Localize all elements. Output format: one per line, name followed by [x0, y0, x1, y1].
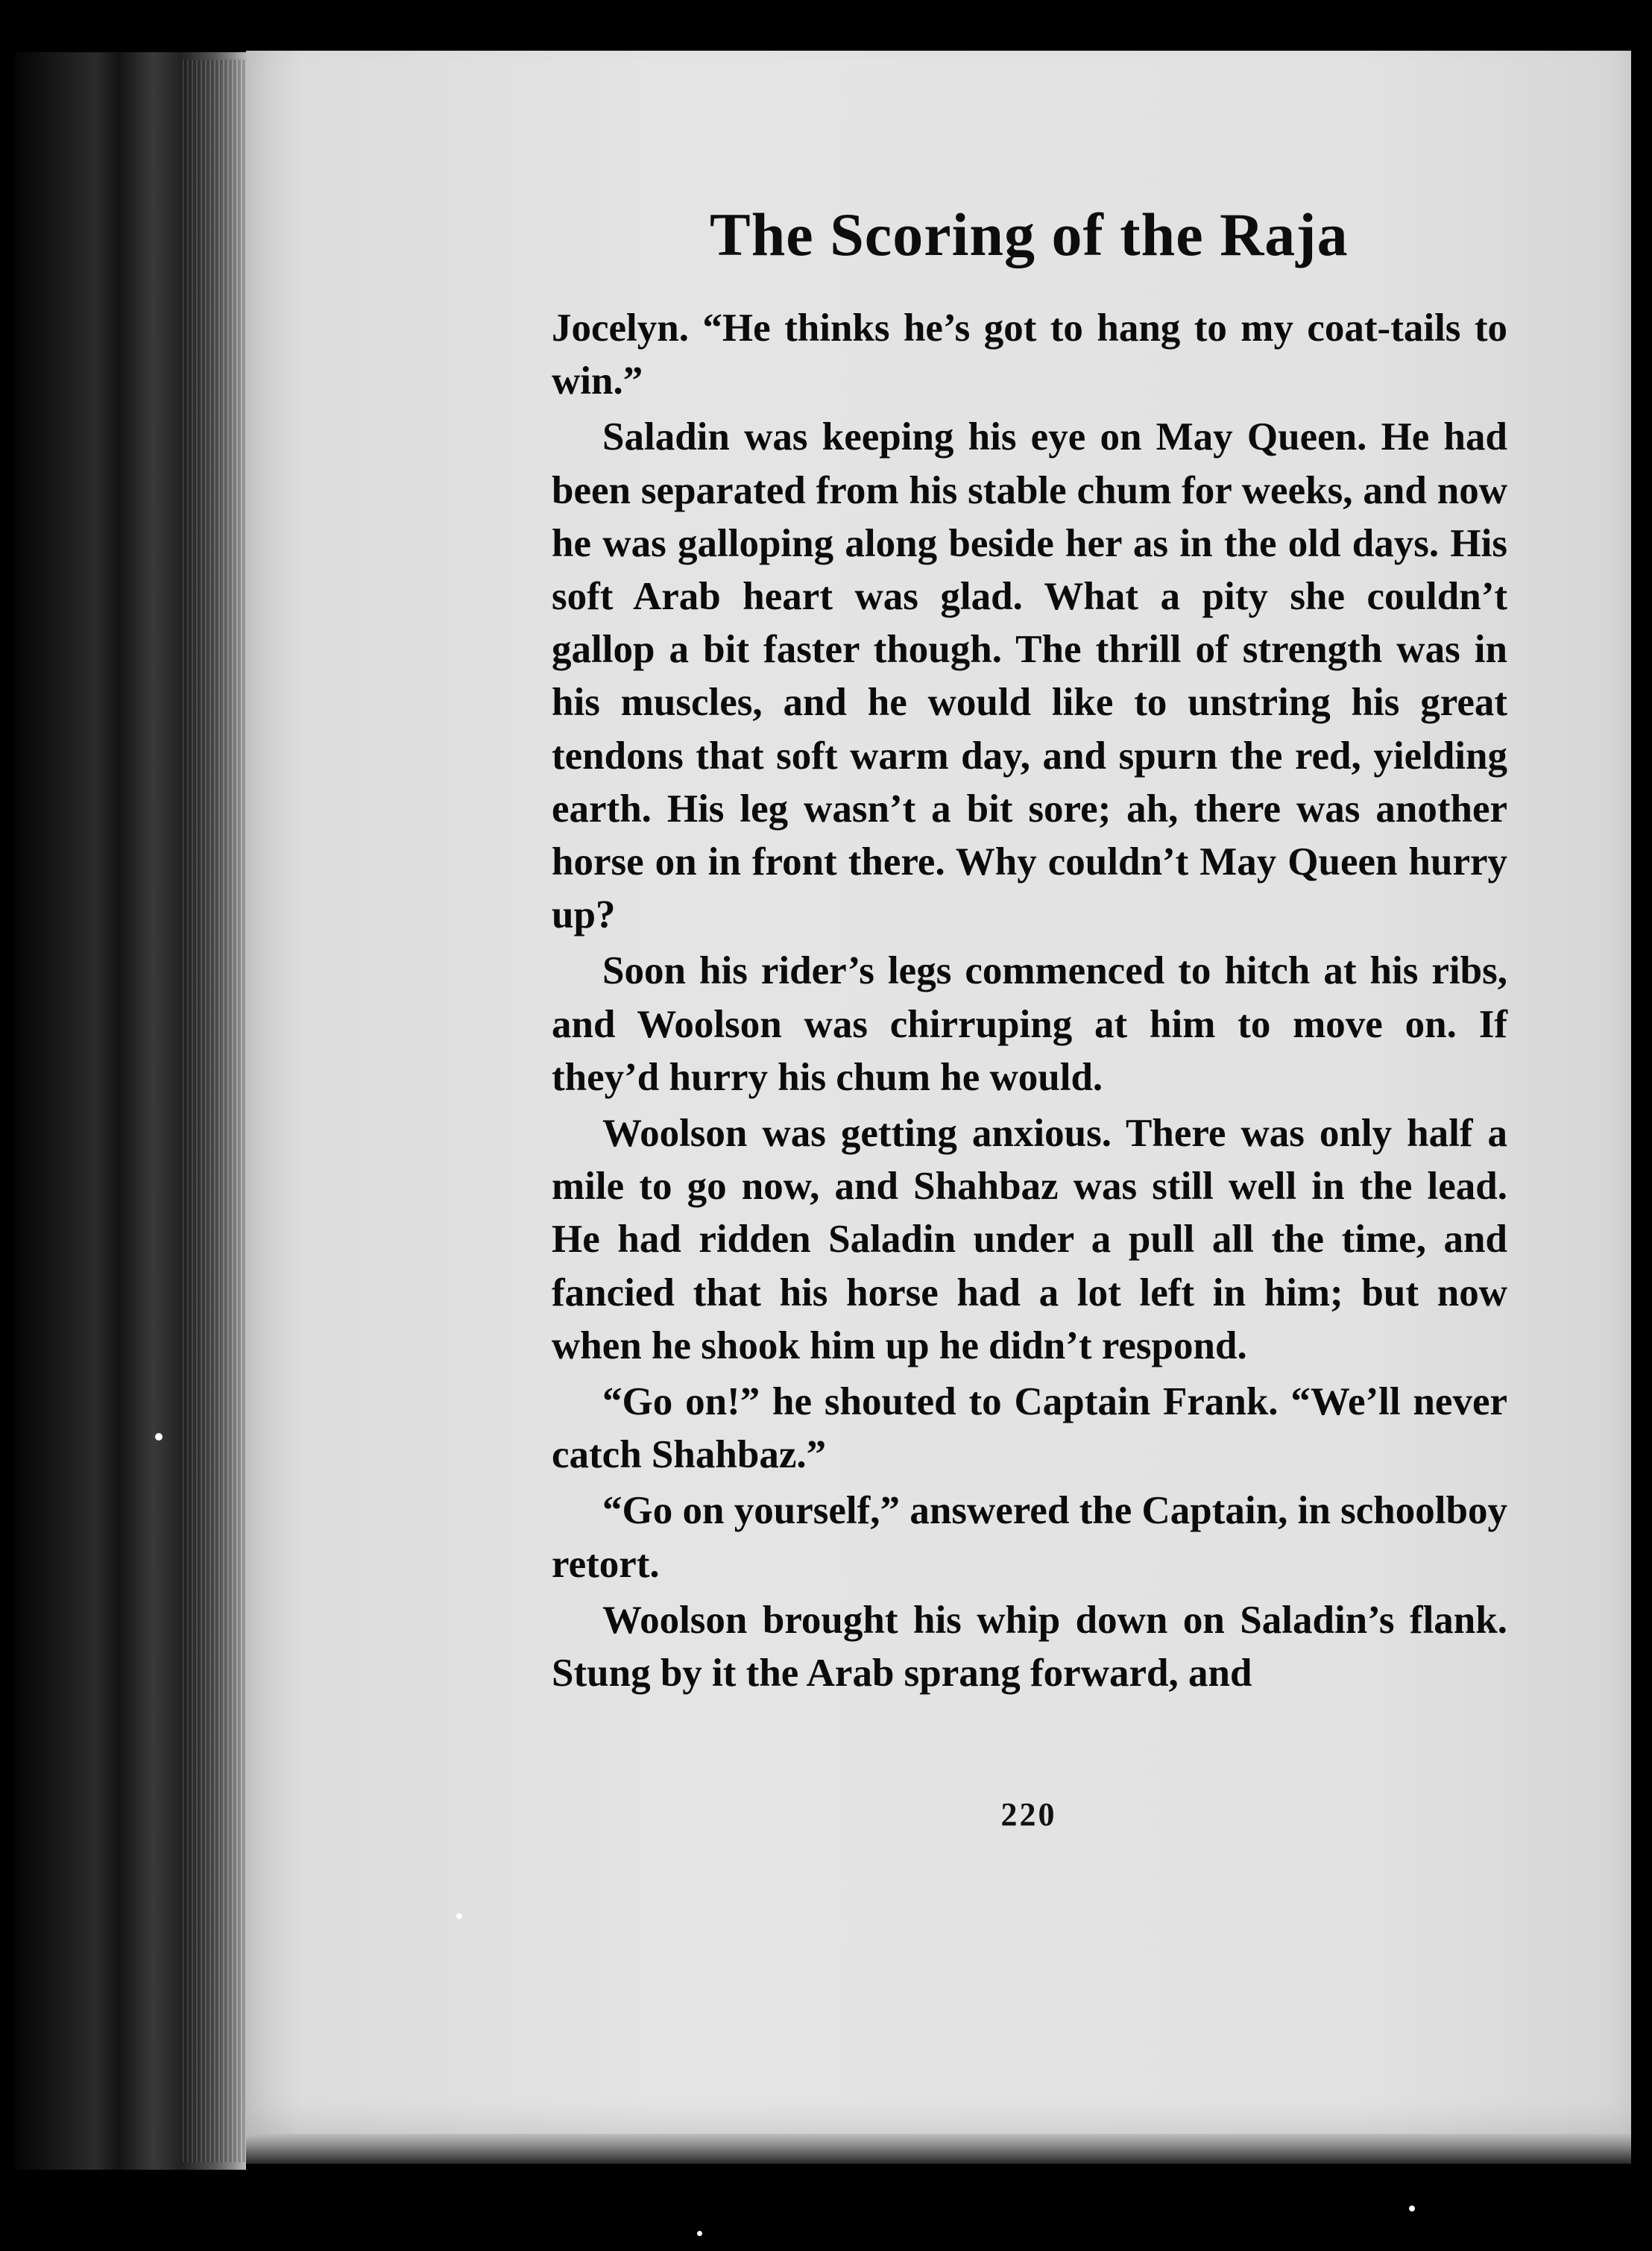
scan-speck	[697, 2231, 702, 2236]
scan-speck	[155, 1433, 163, 1441]
paragraph: “Go on!” he shouted to Captain Frank. “We’ll never catch Shahbaz.”	[552, 1380, 1507, 1477]
paragraph: Soon his rider’s legs commenced to hitch at his ribs, and Woolson was chirruping at him to move on. If they’d hurry his chum he would.	[552, 949, 1507, 1099]
paragraph: “Go on yourself,” answered the Captain, in schoolboy retort.	[552, 1489, 1507, 1586]
scan-speck	[1409, 2206, 1415, 2211]
page-bottom-edge	[246, 2134, 1631, 2164]
paragraph: Woolson was getting anxious. There was only half a mile to go now, and Shahbaz was still well in the lead. He had ridden Saladin under a pull all the time, and fancied that his horse had a lot left in him; but now when he shook him up he didn’t respond.	[552, 1112, 1507, 1367]
body-text	[552, 302, 1507, 1700]
running-head: The Scoring of the Raja	[710, 201, 1349, 268]
paragraph: Woolson brought his whip down on Saladin’s flank. Stung by it the Arab sprang forward, and	[552, 1598, 1507, 1696]
scan-speck	[456, 1913, 462, 1919]
page-edge-stack	[183, 60, 250, 2162]
paragraph: Saladin was keeping his eye on May Queen. He had been separated from his stable chum for weeks, and now he was galloping along beside her as in the old days. His soft Arab heart was glad. What a pity she couldn’t gallop a bit faster though. The thrill of strength was in his muscles, and he would like to unstring his great tendons that soft warm day, and spurn the red, yielding earth. His leg wasn’t a bit sore; ah, there was another horse on in front there. Why couldn’t May Queen hurry up?	[552, 415, 1507, 937]
page-number: 220	[1000, 1796, 1057, 1833]
paragraph: Jocelyn. “He thinks he’s got to hang to my coat-tails to win.”	[552, 306, 1507, 403]
